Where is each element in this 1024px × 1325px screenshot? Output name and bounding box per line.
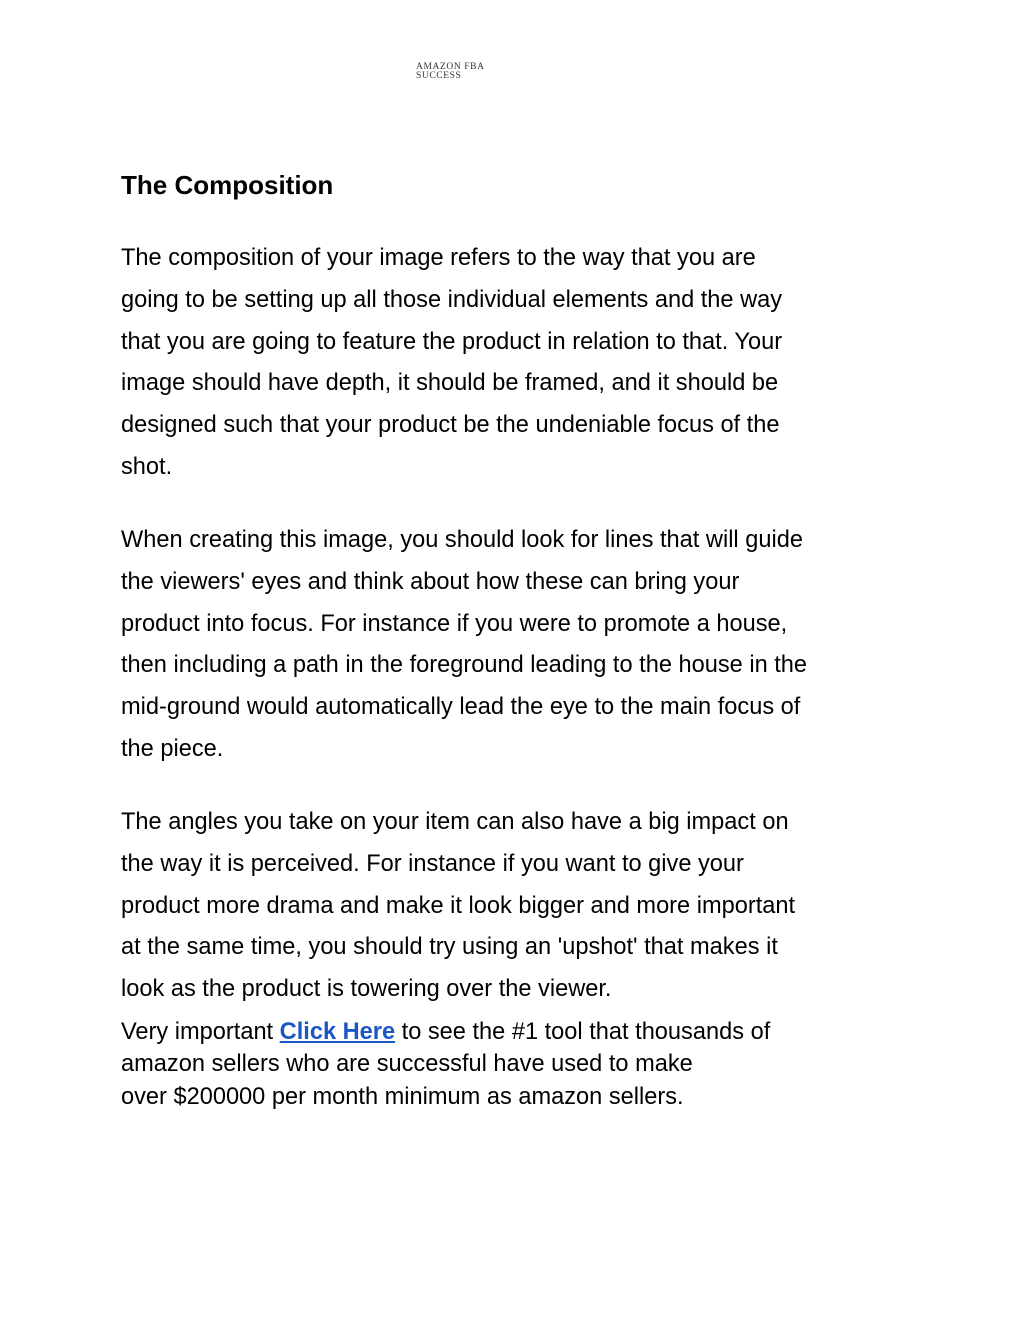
paragraph-line: mid-ground would automatically lead the eye to the main focus of — [121, 694, 801, 721]
cta-line-3: over $200000 per month minimum as amazon sellers. — [121, 1083, 684, 1110]
paragraph-line: When creating this image, you should look for lines that will guide — [121, 527, 803, 553]
cta-prefix: Very important — [121, 1019, 280, 1045]
cta-suffix: to see the #1 tool that thousands of — [395, 1019, 771, 1045]
paragraph-line: product into focus. For instance if you were to promote a house, — [121, 610, 788, 637]
cta-line-1 — [121, 1016, 770, 1048]
brand-line-2: SUCCESS — [416, 71, 462, 81]
click-here-link[interactable]: Click Here — [279, 1019, 396, 1045]
paragraph-line: the piece. — [121, 735, 224, 762]
paragraph-line: image should have depth, it should be framed, and it should be — [121, 370, 779, 397]
paragraph-line: designed such that your product be the undeniable focus of the — [121, 412, 780, 439]
paragraph-line: look as the product is towering over the viewer. — [121, 976, 612, 1003]
paragraph-line: The composition of your image refers to the way that you are — [121, 245, 756, 271]
paragraph-line: then including a path in the foreground leading to the house in the — [121, 652, 808, 679]
call-to-action — [121, 1016, 770, 1113]
paragraph-composition — [121, 238, 782, 489]
paragraph-line: that you are going to feature the product in relation to that. Your — [121, 328, 783, 355]
cta-line-2: amazon sellers who are successful have used to make — [121, 1051, 693, 1078]
paragraph-line: product more drama and make it look bigger and more important — [121, 892, 796, 919]
paragraph-line: the way it is perceived. For instance if you want to give your — [121, 850, 744, 877]
paragraph-line: The angles you take on your item can also have a big impact on — [121, 809, 789, 835]
page-title: The Composition — [121, 170, 334, 200]
brand-line-1: AMAZON FBA — [416, 62, 485, 72]
paragraph-line: at the same time, you should try using an 'upshot' that makes it — [121, 934, 778, 961]
paragraph-angles — [121, 802, 795, 1011]
brand-header — [416, 63, 485, 81]
paragraph-guiding-lines — [121, 520, 807, 771]
paragraph-line: going to be setting up all those individual elements and the way — [121, 286, 783, 313]
paragraph-line: shot. — [121, 453, 173, 480]
paragraph-line: the viewers' eyes and think about how these can bring your — [121, 568, 740, 595]
